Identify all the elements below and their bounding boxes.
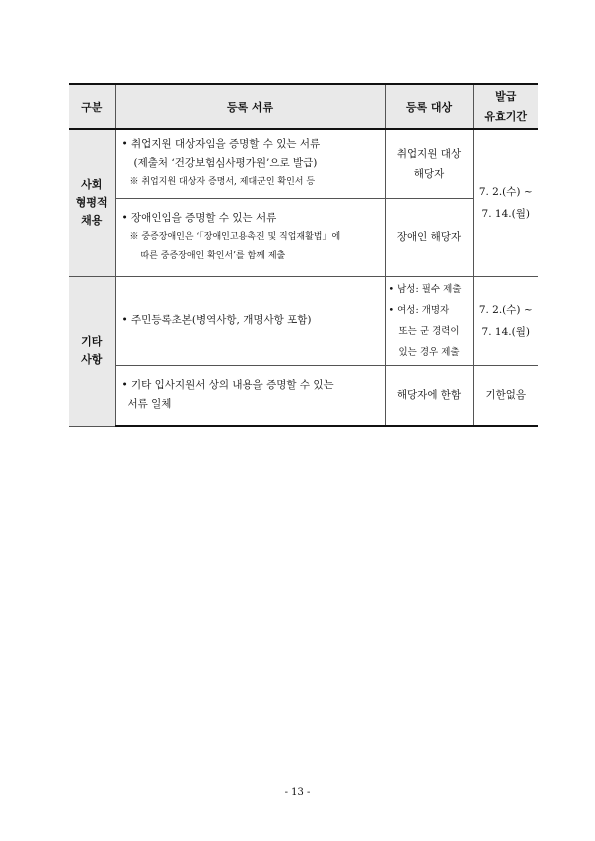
documents-cell (115, 198, 385, 276)
validity-period-cell: 7. 2.(수) ~ 7. 14.(월) (473, 276, 538, 365)
category-other: 기타 사항 (69, 276, 115, 426)
target-cell: 취업지원 대상 해당자 (385, 129, 473, 198)
header-target: 등록 대상 (385, 84, 473, 129)
page-number: - 13 - (284, 787, 311, 798)
document-note-continued: 따른 중증장애인 확인서’를 함께 제출 (140, 250, 286, 261)
header-validity (473, 84, 538, 129)
target-cell: 장애인 해당자 (385, 198, 473, 276)
validity-period-cell: 7. 2.(수) ~ 7. 14.(월) (473, 129, 538, 276)
header-period: 유효기간 (484, 109, 527, 123)
document-item: • 장애인임을 증명할 수 있는 서류 (121, 211, 277, 224)
table-row (69, 198, 538, 276)
table-row (69, 276, 538, 365)
header-category: 구분 (69, 84, 115, 129)
target-cell: 해당자에 한함 (385, 365, 473, 426)
validity-period-cell: 기한없음 (473, 365, 538, 426)
documents-cell (115, 129, 385, 198)
table-header-row (69, 84, 538, 129)
document-item: • 취업지원 대상자임을 증명할 수 있는 서류 (121, 138, 321, 151)
header-documents: 등록 서류 (115, 84, 385, 129)
document-item: • 주민등록초본(병역사항, 개명사항 포함) (121, 314, 312, 326)
document-item-continued: 서류 일체 (127, 398, 172, 411)
document-item: • 기타 입사지원서 상의 내용을 증명할 수 있는 (121, 379, 334, 392)
header-issue: 발급 (495, 89, 517, 103)
table-row (69, 365, 538, 426)
documents-cell (115, 276, 385, 365)
document-note: ※ 중증장애인은 ‘「장애인고용촉진 및 직업재활법」에 (129, 231, 341, 242)
document-requirements-table (69, 83, 538, 427)
target-cell: • 남성: 필수 제출 • 여성: 개명자 또는 군 경력이 있는 경우 제출 (385, 276, 473, 365)
documents-cell (115, 365, 385, 426)
document-note: ※ 취업지원 대상자 증명서, 제대군인 확인서 등 (129, 177, 316, 188)
table-row (69, 129, 538, 198)
category-social-equity: 사회 형평적 채용 (69, 129, 115, 276)
document-subtext: (제출처 ‘건강보험심사평가원’으로 발급) (133, 157, 318, 170)
